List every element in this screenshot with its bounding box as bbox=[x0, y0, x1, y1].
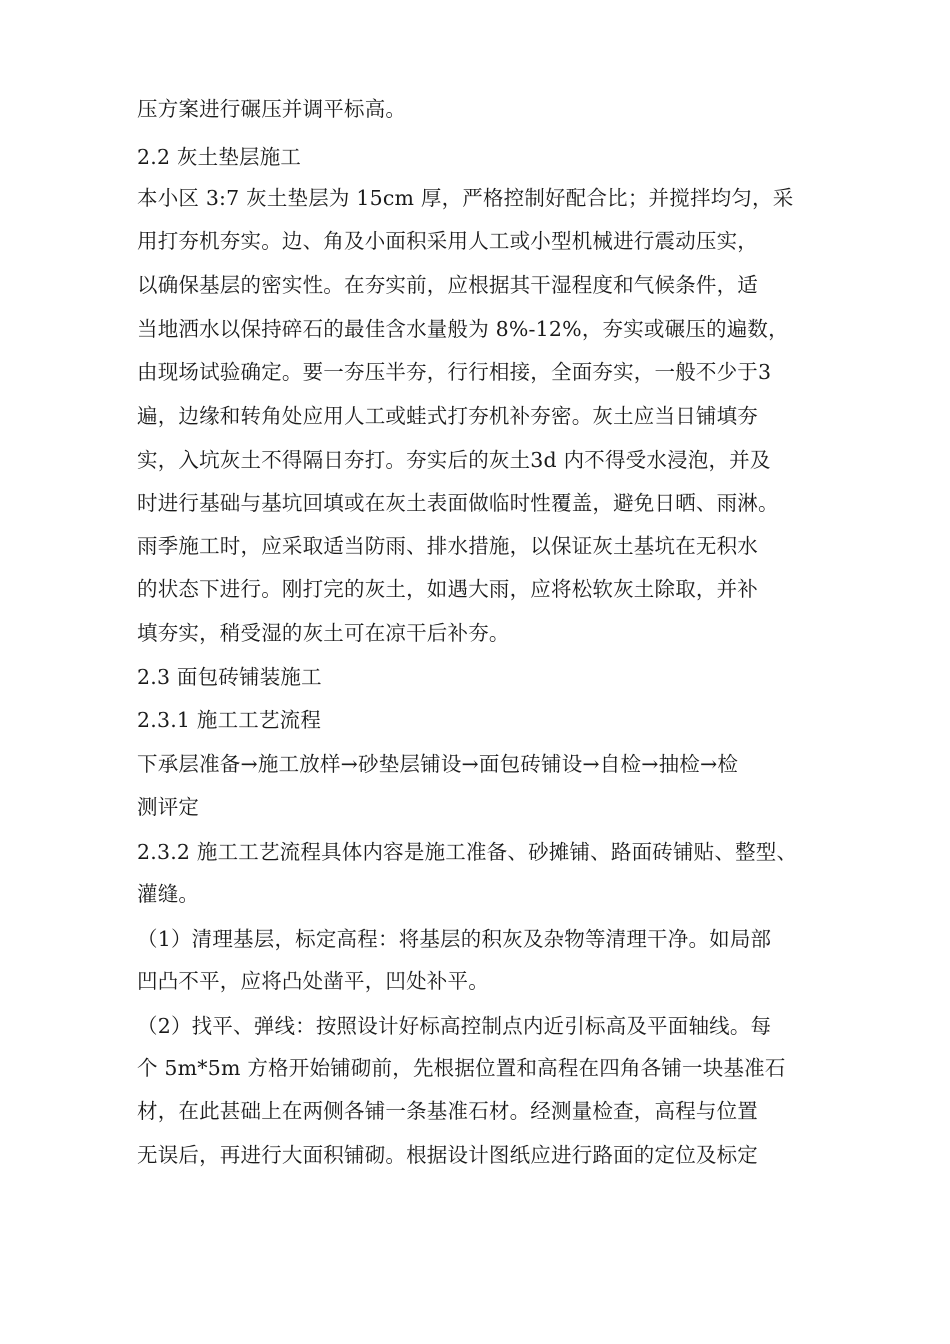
list-item-2: （2）找平、弹线：按照设计好标高控制点内近引标高及平面轴线。每 bbox=[137, 1014, 772, 1038]
paragraph-line: 测评定 bbox=[137, 795, 200, 819]
paragraph-line: 个 5m*5m 方格开始铺砌前，先根据位置和高程在四角各铺一块基准石 bbox=[137, 1056, 786, 1080]
list-item-1: （1）清理基层，标定高程：将基层的积灰及杂物等清理干净。如局部 bbox=[137, 927, 772, 951]
subsection-heading-2-3-2: 2.3.2 施工工艺流程具体内容是施工准备、砂摊铺、路面砖铺贴、整型、 bbox=[137, 840, 798, 864]
section-heading-2-2: 2.2 灰土垫层施工 bbox=[137, 145, 302, 169]
paragraph-line: 用打夯机夯实。边、角及小面积采用人工或小型机械进行震动压实， bbox=[137, 229, 758, 253]
paragraph-line: 由现场试验确定。要一夯压半夯，行行相接，全面夯实，一般不少于3 bbox=[137, 360, 772, 384]
section-heading-2-3: 2.3 面包砖铺装施工 bbox=[137, 665, 322, 689]
paragraph-line: 灌缝。 bbox=[137, 882, 200, 906]
paragraph-line: 实，入坑灰土不得隔日夯打。夯实后的灰土3d 内不得受水浸泡，并及 bbox=[137, 448, 771, 472]
paragraph-line: 以确保基层的密实性。在夯实前，应根据其干湿程度和气候条件，适 bbox=[137, 273, 758, 297]
paragraph-line: 本小区 3:7 灰土垫层为 15cm 厚，严格控制好配合比；并搅拌均匀，采 bbox=[137, 186, 794, 210]
subsection-heading-2-3-1: 2.3.1 施工工艺流程 bbox=[137, 708, 322, 732]
paragraph-line: 压方案进行碾压并调平标高。 bbox=[137, 97, 407, 121]
paragraph-line: 遍，边缘和转角处应用人工或蛙式打夯机补夯密。灰土应当日铺填夯 bbox=[137, 404, 758, 428]
paragraph-line: 无误后，再进行大面积铺砌。根据设计图纸应进行路面的定位及标定 bbox=[137, 1143, 758, 1167]
paragraph-line: 时进行基础与基坑回填或在灰土表面做临时性覆盖，避免日晒、雨淋。 bbox=[137, 491, 779, 515]
paragraph-line: 当地洒水以保持碎石的最佳含水量般为 8%-12%，夯实或碾压的遍数， bbox=[137, 317, 789, 341]
paragraph-line: 凹凸不平，应将凸处凿平，凹处补平。 bbox=[137, 969, 489, 993]
paragraph-line: 的状态下进行。刚打完的灰土，如遇大雨，应将松软灰土除取，并补 bbox=[137, 577, 758, 601]
paragraph-line: 雨季施工时，应采取适当防雨、排水措施，以保证灰土基坑在无积水 bbox=[137, 534, 758, 558]
paragraph-line: 填夯实，稍受湿的灰土可在凉干后补夯。 bbox=[137, 621, 510, 645]
paragraph-line: 下承层准备→施工放样→砂垫层铺设→面包砖铺设→自检→抽检→检 bbox=[137, 752, 739, 776]
paragraph-line: 材，在此甚础上在两侧各铺一条基准石材。经测量检查，高程与位置 bbox=[137, 1099, 758, 1123]
